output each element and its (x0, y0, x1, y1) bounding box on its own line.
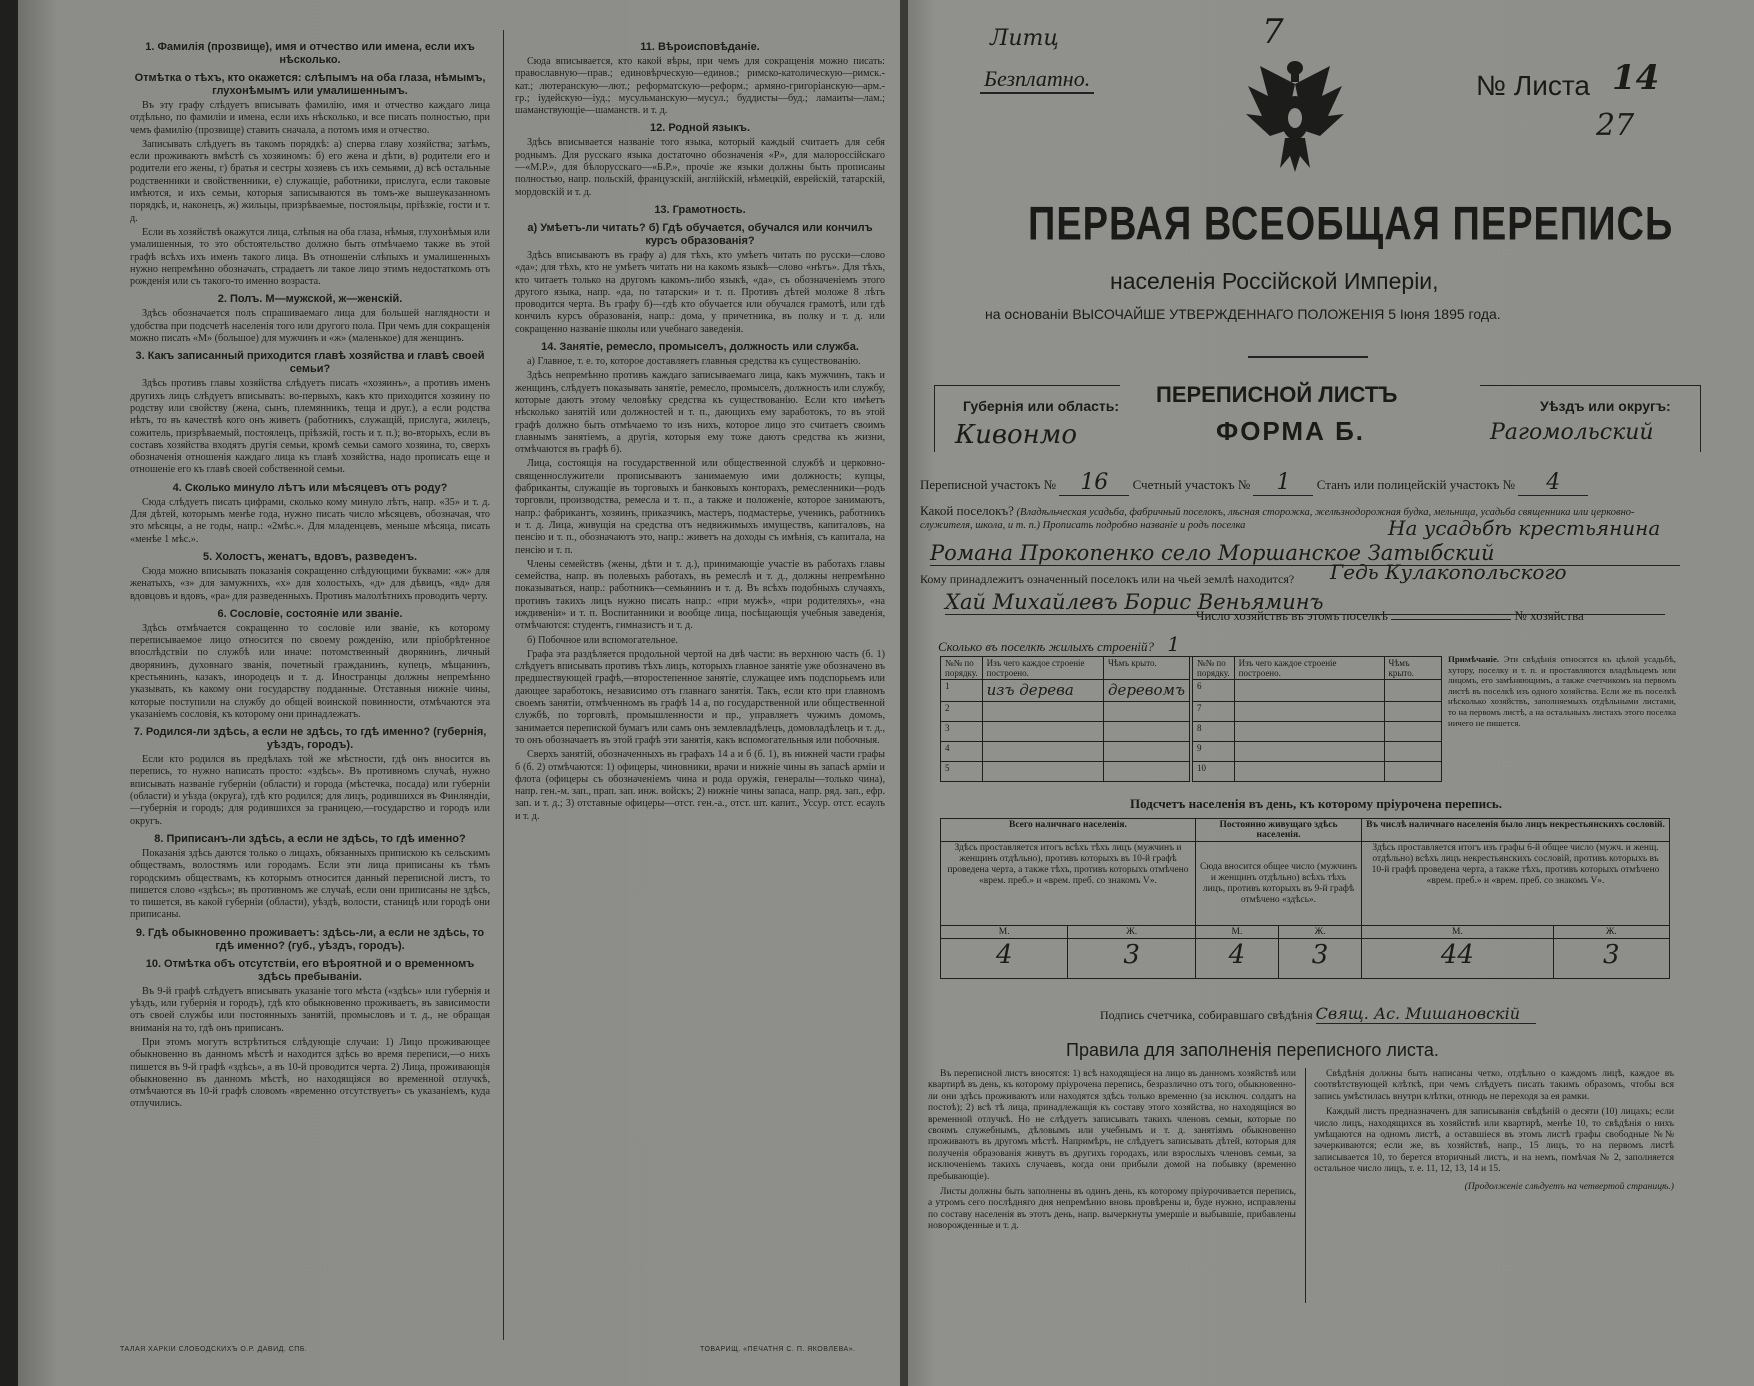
owner-label: Кому принадлежитъ означенный поселокъ или на чьей землѣ находится? (920, 572, 1295, 586)
settlement-value-1: На усадьбѣ крестьянина (1388, 516, 1661, 540)
census-subtitle: населенія Россійской Имперіи, (1110, 268, 1439, 294)
tally-desc-total: Здѣсь проставляется итогъ всѣхъ тѣхъ лицъ (мужчинъ и женщинъ отдѣльно), противъ которыхъ въ 10-й графѣ проведена черта, а также тѣхъ, противъ которыхъ отмѣчено «врем. преб.» и «врем. преб. со знакомъ V». (941, 842, 1196, 926)
instruction-paragraph: Если въ хозяйствѣ окажутся лица, слѣпыя на оба глаза, нѣмыя, глухонѣмыя или умалишенныя, то это обстоятельство должно быть отмѣчаемо также въ этой графѣ всѣхъ ихъ именъ такого лица. Въ отношеніи слѣпыхъ и умалишенныхъ нужно непремѣнно обозначать, страдаетъ ли такое лицо этимъ недостаткомъ отъ рожденія или съ такого-то именно возраста. (130, 226, 490, 288)
imperial-eagle-emblem (1240, 56, 1350, 176)
instruction-heading: 3. Какъ записанный приходится главѣ хозяйства и главѣ своей семьи? (135, 350, 485, 376)
instructions-column-right (515, 36, 885, 1326)
county-label: Уѣздъ или округъ: (1540, 398, 1671, 414)
table-row-num: 4 (941, 742, 983, 762)
buildings-table-left (940, 656, 1190, 782)
table-row-num: 9 (1193, 742, 1235, 762)
title-rule (1248, 356, 1368, 358)
tally-value-permanent-m: 4 (1195, 939, 1278, 979)
tally-col-m: М. (941, 926, 1068, 939)
instruction-paragraph: Здѣсь противъ главы хозяйства слѣдуетъ писать «хозяинъ», а противъ именъ другихъ лицъ слѣдуетъ вписывать: во-первыхъ, какъ кто приходится хозяину по родству или свойству (жена, сынъ, племянникъ, теща и друг.), а если родства нѣтъ, то въ качествѣ кого онъ живетъ (работникъ, служащій, прислуга, жилецъ, сожитель, призрѣваемый, постоялецъ, пріѣзжій, гость и т. п.); во-вторыхъ, если въ составъ хозяйства входятъ другія семьи, кромѣ семьи самого хозяина, то, сверхъ обозначенія отношенія каждаго лица къ главѣ хозяйства, надо прописать еще и отношеніе его къ главѣ своей собственной семьи. (130, 378, 490, 476)
table-row-num: 6 (1193, 680, 1235, 702)
instruction-paragraph: Въ 9-й графѣ слѣдуетъ вписывать указаніе того мѣста («здѣсь» или губернія и уѣздъ, или губернія и городъ), гдѣ кто обыкновенно проживаетъ, въ зависимости отъ своей службы или постоянныхъ занятій, промысловъ и т. д., не обращая вниманія на то, гдѣ онъ приписанъ. (130, 985, 490, 1034)
instruction-heading: 12. Родной языкъ. (649, 122, 750, 135)
count-district-value: 1 (1253, 470, 1313, 496)
free-label: Безплатно. (980, 66, 1094, 94)
county-value: Рагомольский (1490, 420, 1654, 445)
owner-value-1: Гедь Кулакопольского (1330, 560, 1567, 584)
instruction-heading: 13. Грамотность. (654, 203, 746, 216)
signature-value: Свящ. Ас. Мишановскій (1316, 1004, 1536, 1024)
population-tally-table (940, 818, 1670, 979)
table-header-num: №№ по порядку. (941, 657, 983, 680)
instruction-paragraph: Если кто родился въ предѣлахъ той же мѣстности, гдѣ онъ вносится въ перепись, то нужно написать просто: «здѣсь». Въ противномъ случаѣ, нужно вписывать названіе губерніи (области) и города (мѣстечка, посада) или губерніи (области) и уѣзда (округа), гдѣ кто родился; для лицъ, родившихся въ Финляндіи,—губернія и городъ; для родившихся за границею,—государство и городъ или округъ. (130, 754, 490, 827)
handwritten-page-number: 7 (1262, 12, 1284, 52)
instruction-heading: Отмѣтка о тѣхъ, кто окажется: слѣпымъ на оба глаза, нѣмымъ, глухонѣмымъ или умалишеннымъ. (134, 72, 486, 97)
rules-left-para-2: Листы должны быть заполнены въ одинъ день, къ которому пріурочивается перепись, а утромъ сего послѣдняго дня непремѣнно вновь провѣрены и, буде нужно, исправлены по составу населенія въ этотъ день, напр. вычеркнуты умершіе и выбывшіе, прибавлены новорожденные и т. д. (928, 1186, 1296, 1232)
count-district-label: Счетный участокъ № (1132, 477, 1251, 492)
tally-header-permanent: Постоянно живущаго здѣсь населенія. (1195, 819, 1361, 842)
instruction-paragraph: Сверхъ занятій, обозначенныхъ въ графахъ 14 а и б (б. 1), въ нижней части графы б (б. 2) отмѣчаются: 1) офицеры, чиновники, врачи и нижніе чины въ запасѣ арміи и флота (офицеры съ обозначеніемъ чина и рода оружія, генералы—только чина), напр. ген.-м. зап., прап. зап. инж. войскъ; 2) нижніе чины запаса, напр. ряд. зап., ефр. зап. и т. д.; 3) отставные офицеры—отст. ген.-а., отст. шт. капит., Уссур. отст. есаулъ и т. д. (515, 749, 885, 822)
instruction-paragraph: Записывать слѣдуетъ въ такомъ порядкѣ: а) сперва главу хозяйства; затѣмъ, если проживаютъ вмѣстѣ съ хозяиномъ: б) его жена и дѣти, в) родители его и родители его жены, г) братья и сестры хозяевъ съ ихъ семьями, д) всѣ остальные родственники и свойственники, е) служащіе, работники, прислуга, если таковые имѣются, и ихъ семьи, которыя записываются въ томъ-же вышеуказанномъ порядкѣ, и, наконецъ, ж) жильцы, призрѣваемые, постояльцы, пріѣзжіе, гости и т. д. (130, 138, 490, 224)
instruction-heading: 4. Сколько минуло лѣтъ или мѣсяцевъ отъ роду? (172, 481, 448, 494)
table-header-walls: Изъ чего каждое строеніе построено. (1234, 657, 1384, 680)
instruction-heading: 1. Фамилія (прозвище), имя и отчество или имена, если ихъ нѣсколько. (145, 41, 475, 66)
county-box (1480, 385, 1701, 452)
tally-desc-permanent: Сюда вносится общее число (мужчинъ и женщинъ отдѣльно) всѣхъ тѣхъ лицъ, противъ которыхъ въ 9-й графѣ отмѣчено «здѣсь». (1195, 842, 1361, 926)
instruction-paragraph: Здѣсь обозначается полъ спрашиваемаго лица для большей наглядности и удобства при подсчетѣ населенія того или другого пола. При чемъ для сокращенія можно писать «М» (большое) для мужчинъ и «ж» (маленькое) для женщинъ. (130, 308, 490, 345)
tally-value-nonpeasant-m: 44 (1362, 939, 1554, 979)
instruction-paragraph: Здѣсь непремѣнно противъ каждаго записываемаго лица, какъ мужчинъ, такъ и женщинъ, слѣдуетъ показывать занятіе, ремесло, промыселъ, должность или службу, которые даютъ этому человѣку средства къ существованію. Если кто имѣетъ нѣсколько занятій или должностей и т. п., дающихъ ему заработокъ, то въ этой графѣ должно быть отмѣчаемо то изъ нихъ, которое лицо это считаетъ своимъ главнымъ занятіемъ, а другія, которыя ему тоже даютъ средства къ жизни, отмѣчаются въ графѣ б). (515, 370, 885, 456)
table-row-num: 5 (941, 762, 983, 782)
district-line (920, 470, 1588, 496)
rules-left-column (928, 1068, 1296, 1232)
owner-value-2: Хай Михайлевъ Борис Веньяминъ (945, 590, 1665, 615)
signature-label: Подпись счетчика, собиравшаго свѣдѣнія (1100, 1008, 1313, 1022)
instruction-paragraph: Сюда слѣдуетъ писать цифрами, сколько кому минуло лѣтъ, напр. «35» и т. д. Для дѣтей, которымъ менѣе года, нужно писать число мѣсяцевъ, обозначая, что это мѣсяцы, а не годы, напр.: «2мѣс.». Для младенцевъ, меньше мѣсяца, писать «менѣе 1 мѣс.». (130, 496, 490, 545)
instruction-heading: 11. Вѣроисповѣданіе. (640, 41, 760, 53)
table-header-walls: Изъ чего каждое строеніе построено. (982, 657, 1103, 680)
instruction-paragraph: Въ эту графу слѣдуетъ вписывать фамилію, имя и отчество каждаго лица отдѣльно, по фамиліи и имена, если ихъ нѣсколько, и все писать полностью, при чемъ фамилію (прозвище) ставить сначала, а потомъ имя и отчество. (130, 100, 490, 136)
instruction-paragraph: Сюда можно вписывать показанія сокращенно слѣдующими буквами: «ж» для женатыхъ, «з» для замужнихъ, «х» для холостыхъ, «д» для дѣвицъ, «вд» для вдовцовъ и вдовъ, «ра» для разведенныхъ. Противъ малолѣтнихъ проводить черту. (130, 565, 490, 602)
instruction-heading: 10. Отмѣтка объ отсутствіи, его вѣроятной и о временномъ здѣсь пребываніи. (145, 957, 475, 983)
tally-header-nonpeasant: Въ числѣ наличнаго населенія было лицъ некрестьянскихъ сословій. (1362, 819, 1670, 842)
table-row-num: 7 (1193, 702, 1235, 722)
buildings-value: 1 (1157, 632, 1357, 657)
census-legal-basis: на основаніи ВЫСОЧАЙШЕ УТВЕРЖДЕННАГО ПОЛОЖЕНІЯ 5 Іюня 1895 года. (985, 306, 1501, 322)
instruction-heading: а) Умѣетъ-ли читать? б) Гдѣ обучается, обучался или кончилъ курсъ образованія? (527, 221, 873, 247)
tally-title: Подсчетъ населенія въ день, къ которому пріурочена перепись. (1130, 796, 1502, 811)
instruction-paragraph: Здѣсь вписывается названіе того языка, который каждый считаетъ для себя роднымъ. Для русскаго языка достаточно обозначенія «Р», для малороссійскаго—«М.Р.», для бѣлорусскаго—«Б.Р.», прочіе же языки должны быть прописаны полностью, напр. польскій, французскій, англійскій, нѣмецкій, еврейскій, татарскій, мордовскій и т. д. (515, 137, 885, 198)
instruction-paragraph: Здѣсь вписываютъ въ графу а) для тѣхъ, кто умѣетъ читать по русски—слово «да»; для тѣхъ, кто не умѣетъ читать ни на какомъ языкѣ—слово «нѣтъ». Для тѣхъ, кто читаетъ только на другомъ какомъ-либо языкѣ, «да», съ обозначеніемъ этого другого языка, напр. «да, по татарски» и т. п. Противъ дѣтей моложе 8 лѣтъ проводится черта. Въ графу б)—гдѣ кто обучается или обучался грамотѣ, или гдѣ кончилъ курсъ образованія, напр.: дома, у причетника, въ полку и т. д. или сокращенно названіе школы или учебнаго заведенія. (515, 249, 885, 335)
tally-value-total-f: 3 (1068, 939, 1195, 979)
tally-value-nonpeasant-f: 3 (1553, 939, 1669, 979)
tally-col-zh: Ж. (1068, 926, 1195, 939)
settlement-value-2: Романа Прокопенко село Моршанское Затыбский (930, 541, 1680, 566)
tally-col-m: М. (1195, 926, 1278, 939)
settlement-hint: (Владѣльческая усадьба, фабричный поселокъ, лѣсная сторожка, желѣзнодорожная будка, мельница, усадьба священника или церковно-служителя, школа, и т. п.) Прописать подробно названіе и родъ поселка (920, 507, 1635, 531)
province-box (934, 385, 1120, 452)
province-label: Губернія или область: (963, 398, 1120, 414)
table-header-roof: Чѣмъ крыто. (1103, 657, 1189, 680)
instruction-paragraph: а) Главное, т. е. то, которое доставляетъ главныя средства къ существованію. (527, 356, 861, 368)
settlement-label: Какой поселокъ? (920, 503, 1014, 518)
instructions-column-left (130, 36, 490, 1326)
province-value: Кивонмо (955, 420, 1077, 450)
note-title: Примѣчаніе. (1448, 654, 1500, 664)
buildings-note (1448, 654, 1676, 728)
instruction-heading: 6. Сословіе, состояніе или званіе. (217, 607, 403, 620)
rules-divider (1305, 1068, 1306, 1303)
rules-right-para-2: Каждый листъ предназначенъ для записыванія свѣдѣній о десяти (10) лицахъ; если число лицъ, находящихся въ хозяйствѣ или квартирѣ, менѣе 10, то свѣдѣнія о нихъ умѣщаются на одномъ листѣ, а оставшіеся въ этомъ листѣ графы свободные №№ зачеркиваются; если же, въ хозяйствѣ, напр., 15 лицъ, то на первомъ листѣ записывается 10, то берется вторичный листъ, и на немъ, помѣчая № 2, заполняется остальное число лицъ, т. е. 11, 12, 13, 14 и 15. (1314, 1106, 1674, 1175)
table-row-num: 2 (941, 702, 983, 722)
tally-value-permanent-f: 3 (1278, 939, 1361, 979)
tally-col-zh: Ж. (1553, 926, 1669, 939)
rules-continued: (Продолженіе слѣдуетъ на четвертой страницѣ.) (1464, 1180, 1674, 1192)
instruction-paragraph: Лица, состоящія на государственной или общественной службѣ и церковно-священнослужители прописываютъ занимаемую ими должность; купцы, фабриканты, служащіе въ торговыхъ и банковыхъ конторахъ, ремесленники—родъ торговли, производства, ремесла и т. п., а также и положеніе, которое занимаютъ, напр.: фабрикантъ, хозяинъ, приказчикъ, мастеръ, подмастерье, ученикъ, работникъ и т. д. Лица, живущія на средства отъ недвижимыхъ имуществъ, капиталовъ, на пенсію и т. п., обозначаютъ это, напр.: живетъ на доходы съ имѣнія, съ капитала, на пенсію и т. п. (515, 458, 885, 556)
handwritten-top-note: Литц (990, 26, 1059, 51)
households-label: Число хозяйствъ въ этомъ поселкѣ (1196, 608, 1388, 623)
census-title: ПЕРВАЯ ВСЕОБЩАЯ ПЕРЕПИСЬ (1028, 198, 1674, 251)
table-row-num: 3 (941, 722, 983, 742)
table-row-num: 1 (941, 680, 983, 702)
printer-footer-right: ТОВАРИЩ. «ПЕЧАТНЯ С. П. ЯКОВЛЕВА». (700, 1346, 856, 1353)
tally-col-zh: Ж. (1278, 926, 1361, 939)
rules-left-para-1: Въ переписной листъ вносятся: 1) всѣ находящіеся на лицо въ данномъ хозяйствѣ или квартирѣ въ день, къ которому пріурочена перепись, безразлично отъ того, обыкновенно-ли они здѣсь проживаютъ или находятся здѣсь только временно (за исключ. солдатъ на постоѣ); 2) всѣ тѣ лица, принадлежащія къ составу этого хозяйства, но находящіяся во временной отлучкѣ. Но не слѣдуетъ записывать такихъ членовъ семьи, которые по своимъ служебнымъ, дѣловымъ или учебнымъ и т. д. занятіямъ обыкновенно проживаютъ въ другомъ мѣстѣ. Напримѣръ, не слѣдуетъ записывать дѣтей, которыя для полученія образованія живутъ въ другихъ городахъ, или взрослыхъ членовъ семьи, за исключеніемъ такихъ случаевъ, когда они прибыли домой на побывку (временно пребывающіе). (928, 1068, 1296, 1182)
form-title: ПЕРЕПИСНОЙ ЛИСТЪ (1156, 382, 1398, 407)
instruction-heading: 8. Приписанъ-ли здѣсь, а если не здѣсь, то гдѣ именно? (154, 832, 466, 845)
sheet-number-alt: 27 (1596, 108, 1635, 143)
table-row-num: 8 (1193, 722, 1235, 742)
census-district-label: Переписной участокъ № (920, 477, 1057, 492)
table-row-walls: изъ дерева (982, 680, 1103, 702)
tally-value-total-m: 4 (941, 939, 1068, 979)
instruction-heading: 9. Гдѣ обыкновенно проживаетъ: здѣсь-ли, а если не здѣсь, то гдѣ именно? (губ., уѣздъ, городъ). (135, 926, 485, 952)
table-header-roof: Чѣмъ крыто. (1384, 657, 1441, 680)
table-row-roof: деревомъ (1103, 680, 1189, 702)
instruction-paragraph: При этомъ могутъ встрѣтиться слѣдующіе случаи: 1) Лицо проживающее обыкновенно въ данномъ мѣстѣ и находится здѣсь во время переписи,—о нихъ пишется въ 9-й графѣ «здѣсь», а въ 10-й проводится черта. 2) Лица, проживающія обыкновенно въ данномъ мѣстѣ, но находящіяся во временной отлучкѣ, отмѣчаются въ 10-й графѣ словомъ «временно отсутствуетъ» съ указаніемъ, куда отлучились. (130, 1036, 490, 1110)
rules-title: Правила для заполненія переписного листа. (1066, 1040, 1439, 1060)
instruction-paragraph: Здѣсь отмѣчается сокращенно то сословіе или званіе, къ которому переписываемое лицо относится по своему рожденію, или пріобрѣтенное впослѣдствіи по службѣ или иначе: потомственный дворянинъ, личный дворянинъ, духовнаго званія, почетный гражданинъ, купецъ, мѣщанинъ, крестьянинъ, казакъ, инородецъ и т. д. Иностранцы должны непремѣнно указывать, къ какому они государству подданные. Отставныя нижніе чины, которые поступили на службу до общей воинской повинности, отмѣчаются эта указаніемъ сословія, къ которому они принадлежатъ. (130, 622, 490, 720)
form-name: ФОРМА Б. (1216, 416, 1365, 446)
rules-right-column (1314, 1068, 1674, 1192)
sheet-number-value: 14 (1612, 58, 1660, 98)
tally-header-total: Всего наличнаго населенія. (941, 819, 1196, 842)
tally-desc-nonpeasant: Здѣсь проставляется итогъ изъ графы 6-й общее число (мужч. и женщ. отдѣльно) всѣхъ лицъ некрестьянскихъ сословій, противъ которыхъ въ 10-й графѣ проведена черта, а также тѣхъ, противъ которыхъ отмѣчено «врем. преб.» и «врем. преб. со знакомъ V». (1362, 842, 1670, 926)
stan-label: Станъ или полицейскій участокъ № (1316, 477, 1516, 492)
printer-footer-left: ТАЛАЯ ХАРКІИ СЛОБОДСКИХЪ О.Р. ДАВИД. СПБ. (120, 1346, 308, 1353)
rules-right-para-1: Свѣдѣнія должны быть написаны четко, отдѣльно о каждомъ лицѣ, каждое въ соотвѣтствующей клѣткѣ, при чемъ слѣдуетъ писать такимъ образомъ, чтобы вся запись умѣстилась внутри клѣтки, отнюдь не переходя за ея рамки. (1314, 1068, 1674, 1102)
instruction-paragraph: Графа эта раздѣляется продольной чертой на двѣ части: въ верхнюю часть (б. 1) слѣдуетъ вписывать противъ тѣхъ лицъ, которыхъ главное занятіе уже обозначено въ предшествующей графѣ,—второстепенное занятіе, служащее имъ подспорьемъ или дающее заработокъ, независимо отъ главнаго занятія. Такъ, если кто при главномъ своемъ занятіи, отмѣченномъ въ графѣ 14 а, по государственной или общественной службѣ, по торговлѣ, промышленности и пр., управляетъ чужимъ домомъ, занимается перепиской бумагъ или самъ онъ землевладѣлецъ, домовладѣлецъ и т. д., то онъ обозначаетъ въ этой графѣ эти занятія, какъ вспомогательныя или побочныя. (515, 648, 885, 746)
households-line (1196, 608, 1584, 624)
instruction-heading: 2. Полъ. М—мужской, ж—женскій. (217, 293, 403, 306)
instruction-heading: 14. Занятіе, ремесло, промыселъ, должность или служба. (541, 341, 859, 354)
instruction-paragraph: б) Побочное или вспомогательное. (527, 634, 679, 646)
table-header-num: №№ по порядку. (1193, 657, 1235, 680)
stan-value: 4 (1518, 470, 1588, 496)
buildings-table-right (1192, 656, 1442, 782)
instruction-heading: 5. Холостъ, женатъ, вдовъ, разведенъ. (202, 550, 418, 563)
instruction-heading: 7. Родился-ли здѣсь, а если не здѣсь, то гдѣ именно? (губернія, уѣздъ, городъ). (133, 726, 487, 752)
note-text: Эти свѣдѣнія относятся къ цѣлой усадьбѣ, хутору, поселку и т. п. и проставляются владѣльцемъ или лицомъ, его замѣняющимъ, а также счетчикомъ на первомъ листѣ въ поселкѣ изъ одного хозяйства. Если же въ поселкѣ нѣсколько хозяйствъ, заполняемыхъ отдѣльными листами, то на первомъ листѣ, а на остальныхъ листахъ этого поселка ничего не пишется. (1448, 654, 1676, 728)
instruction-paragraph: Члены семействъ (жены, дѣти и т. д.), принимающіе участіе въ работахъ главы семейства, напр. въ полевыхъ работахъ, въ ремеслѣ и т. д., должны непремѣнно показываться, напр.: работникъ—семьянинъ и т. д. Въ всѣхъ подобныхъ случаяхъ, противъ такихъ лицъ нужно писать напр.: «при мужѣ», «при родителяхъ», «на иждивеніи» и т. п. Воспитанники и вообще лица, посѣщающія учебныя заведенія, отмѣчаются: студентъ, гимназистъ и т. д. (515, 558, 885, 632)
table-row-num: 10 (1193, 762, 1235, 782)
signature-line (1100, 1004, 1536, 1024)
book-spine (900, 0, 908, 1386)
census-district-value: 16 (1059, 470, 1129, 496)
instruction-paragraph: Показанія здѣсь даются только о лицахъ, обязанныхъ припискою къ сельскимъ обществамъ, волостямъ или городамъ. Если эти лица приписаны къ тѣмъ городскимъ обществамъ, къ которымъ относится данный переписной листъ, то пишется слово «здѣсь»; въ противномъ же случаѣ, если они приписаны не здѣсь, то пишется, въ какой губерніи (области), уѣздѣ, волости, станицѣ или городѣ они приписаны. (130, 847, 490, 921)
household-no-label: № хозяйства (1514, 608, 1584, 623)
tally-col-m: М. (1362, 926, 1554, 939)
sheet-number-label: № Листа (1476, 70, 1590, 101)
column-divider (503, 30, 504, 1340)
buildings-line (938, 632, 1357, 657)
instruction-paragraph: Сюда вписывается, кто какой вѣры, при чемъ для сокращенія можно писать: православную—прав.; единовѣрческую—единов.; римско-католическую—римск.-кат.; лютеранскую—лют.; реформатскую—реформ.; армяно-григоріанскую—арм.-гр.; іудейскую—іуд.; мусульманскую—мусул.; буддисты—буд.; ламаиты—лам.; шаманствующіе—шаманств. и т. д. (515, 56, 885, 117)
buildings-label: Сколько въ поселкѣ жилыхъ строеній? (938, 639, 1155, 654)
